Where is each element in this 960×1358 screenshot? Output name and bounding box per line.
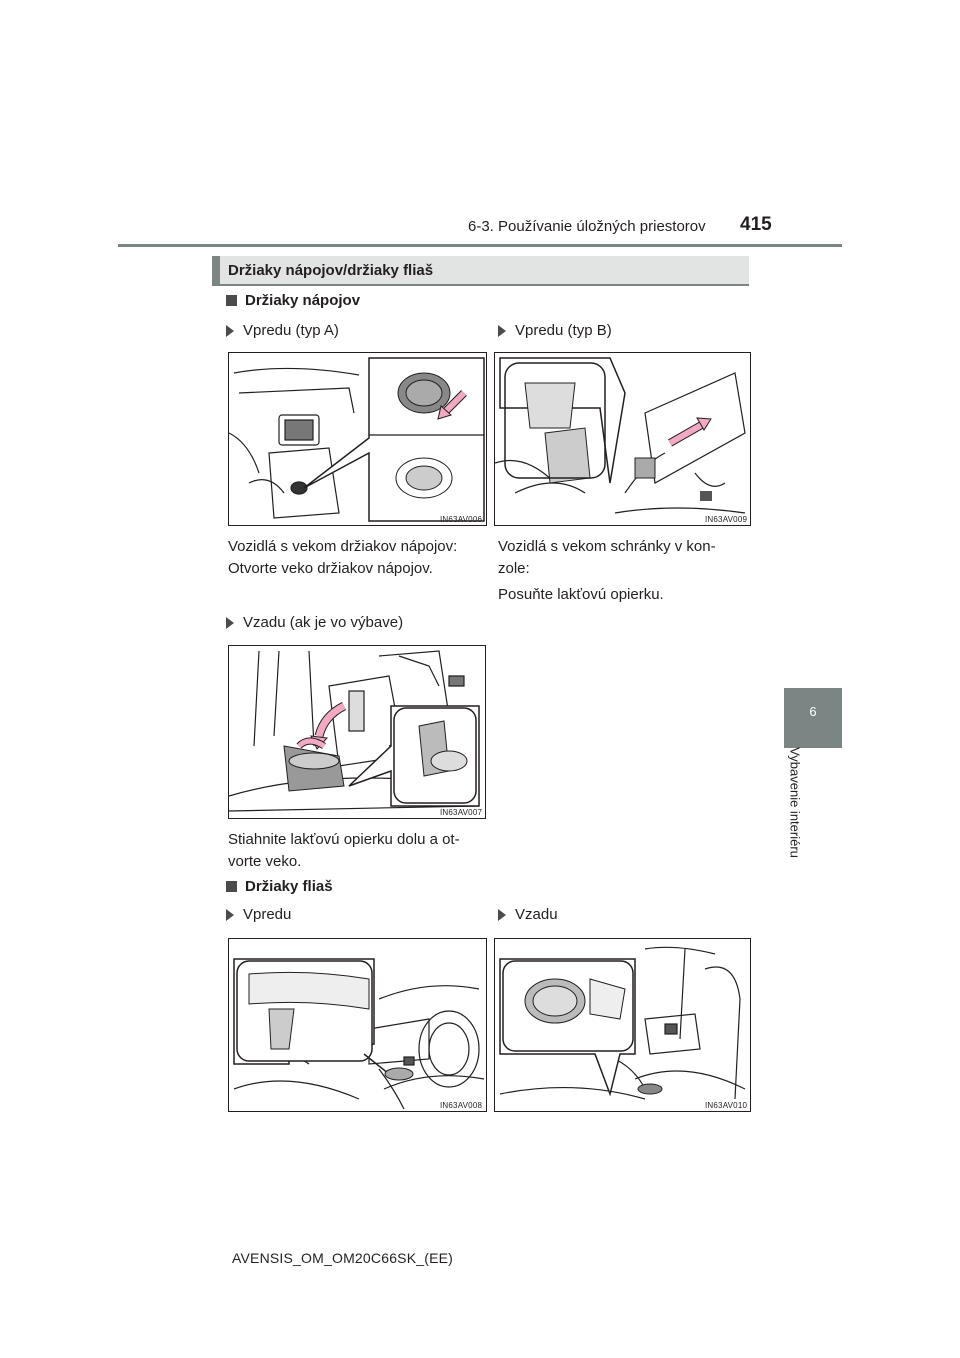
figure-rear-bottle-holder [494, 938, 751, 1112]
bottle-rear-label [498, 906, 558, 923]
triangle-bullet-icon [226, 909, 234, 921]
cup-holders-heading [226, 292, 360, 309]
caption-rear [228, 829, 493, 873]
figure-code: IN63AV008 [440, 1101, 483, 1110]
figure-front-bottle-holder [228, 938, 487, 1112]
cup-holders-heading-text: Držiaky nápojov [245, 292, 361, 309]
square-bullet-icon [226, 295, 237, 306]
caption-line: zole: [498, 560, 530, 577]
section-header: 6-3. Používanie úložných priestorov [468, 218, 706, 235]
chapter-number: 6 [809, 704, 817, 719]
triangle-bullet-icon [498, 909, 506, 921]
rear-label [226, 614, 403, 631]
triangle-bullet-icon [498, 325, 506, 337]
section-band-accent [212, 256, 220, 286]
caption-line: Vozidlá s vekom schránky v kon- [498, 538, 716, 555]
header-divider [118, 244, 842, 247]
bottle-holders-heading-text: Držiaky fliaš [245, 878, 333, 895]
figure-code: IN63AV006 [440, 515, 483, 524]
bottle-front-label-text: Vpredu [243, 906, 292, 923]
chapter-label: Vybavenie interiéru [787, 747, 803, 858]
triangle-bullet-icon [226, 617, 234, 629]
front-a-label [226, 322, 339, 339]
rear-label-text: Vzadu (ak je vo výbave) [243, 614, 404, 631]
figure-front-cup-holder-a [228, 352, 487, 526]
caption-line: Stiahnite lakťovú opierku dolu a ot- [228, 831, 460, 848]
section-title: Držiaky nápojov/držiaky fliaš [228, 262, 434, 279]
figure-rear-cup-holder [228, 645, 486, 819]
figure-code: IN63AV007 [440, 808, 483, 817]
caption-line: vorte veko. [228, 853, 302, 870]
front-b-label-text: Vpredu (typ B) [515, 322, 612, 339]
front-b-label [498, 322, 612, 339]
caption-line: Vozidlá s vekom držiakov nápojov: [228, 538, 458, 555]
caption-front-a [228, 536, 488, 580]
caption-front-b [498, 536, 758, 580]
square-bullet-icon [226, 881, 237, 892]
figure-code: IN63AV009 [705, 515, 748, 524]
bottle-front-label [226, 906, 291, 923]
caption-front-b-2: Posuňte lakťovú opierku. [498, 586, 664, 603]
section-band-underline [212, 284, 749, 286]
figure-code: IN63AV010 [705, 1101, 748, 1110]
caption-line: Otvorte veko držiakov nápojov. [228, 560, 433, 577]
bottle-rear-label-text: Vzadu [515, 906, 558, 923]
bottle-holders-heading [226, 878, 333, 895]
front-a-label-text: Vpredu (typ A) [243, 322, 339, 339]
page-number: 415 [740, 214, 772, 235]
section-title-band [212, 256, 749, 286]
triangle-bullet-icon [226, 325, 234, 337]
document-code: AVENSIS_OM_OM20C66SK_(EE) [232, 1250, 454, 1266]
figure-front-cup-holder-b [494, 352, 751, 526]
